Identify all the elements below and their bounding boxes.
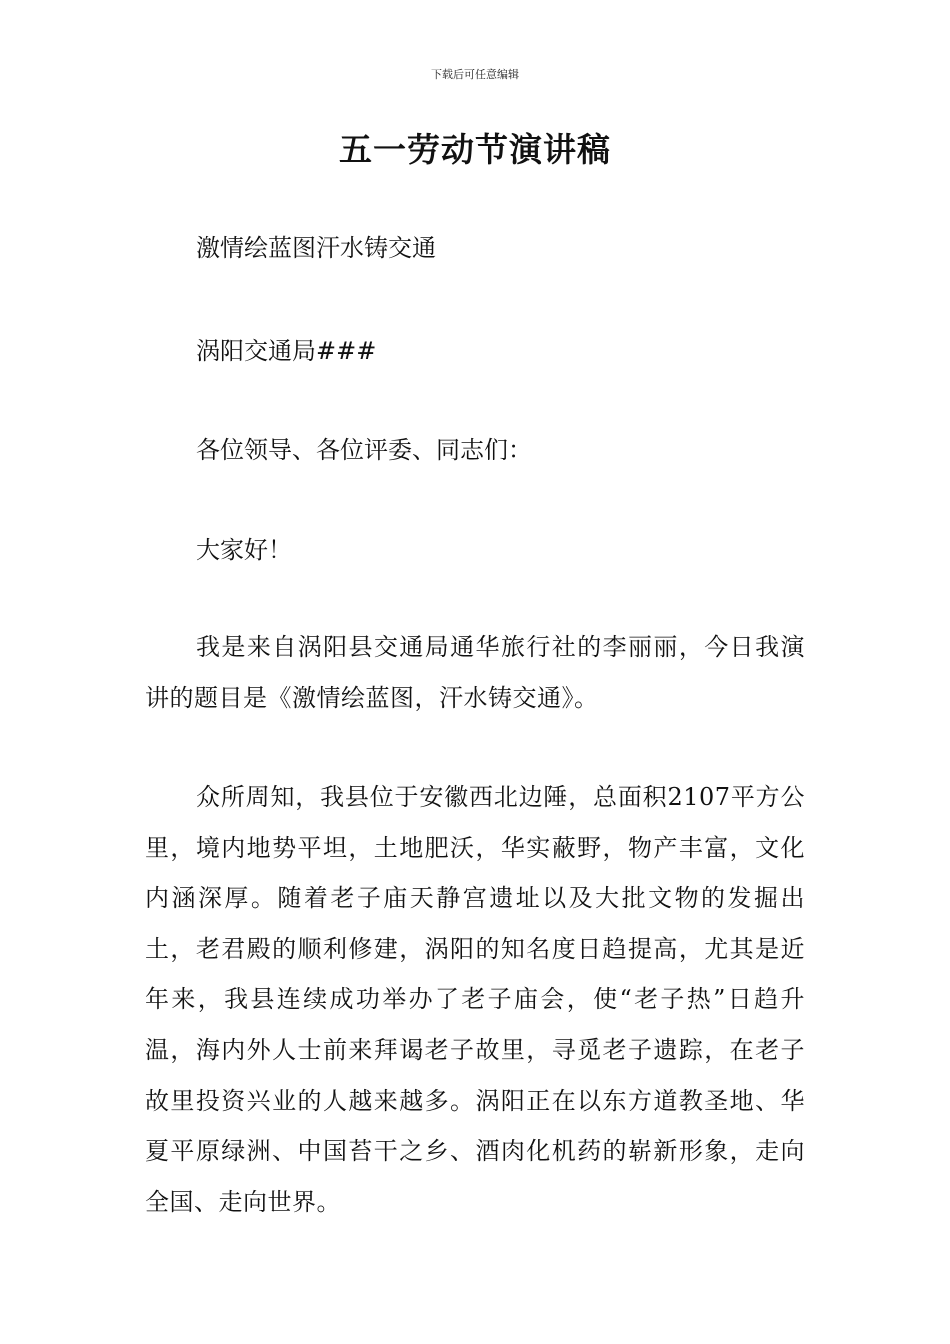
speech-subtitle: 激情绘蓝图汗水铸交通	[196, 234, 436, 262]
paragraph-intro: 我是来自涡阳县交通局通华旅行社的李丽丽，今日我演讲的题目是《激情绘蓝图，汗水铸交通》。	[145, 633, 805, 712]
paragraph-overview: 众所周知，我县位于安徽西北边陲，总面积2107平方公里，境内地势平坦，土地肥沃，华实蔽野，物产丰富，文化内涵深厚。随着老子庙天静宫遗址以及大批文物的发掘出土，老君殿的顺利修建，涡阳的知名度日趋提高，尤其是近年来，我县连续成功举办了老子庙会，使“老子热”日趋升温，海内外人士前来拜谒老子故里，寻觅老子遗踪，在老子故里投资兴业的人越来越多。涡阳正在以东方道教圣地、华夏平原绿洲、中国苔干之乡、酒肉化机药的崭新形象，走向全国、走向世界。	[145, 783, 805, 1216]
author-line: 涡阳交通局###	[196, 337, 377, 365]
page-title: 五一劳动节演讲稿	[339, 130, 611, 169]
salutation-line: 各位领导、各位评委、同志们：	[196, 436, 532, 464]
header-note: 下载后可任意编辑	[431, 68, 519, 81]
greeting-line: 大家好！	[196, 536, 292, 564]
